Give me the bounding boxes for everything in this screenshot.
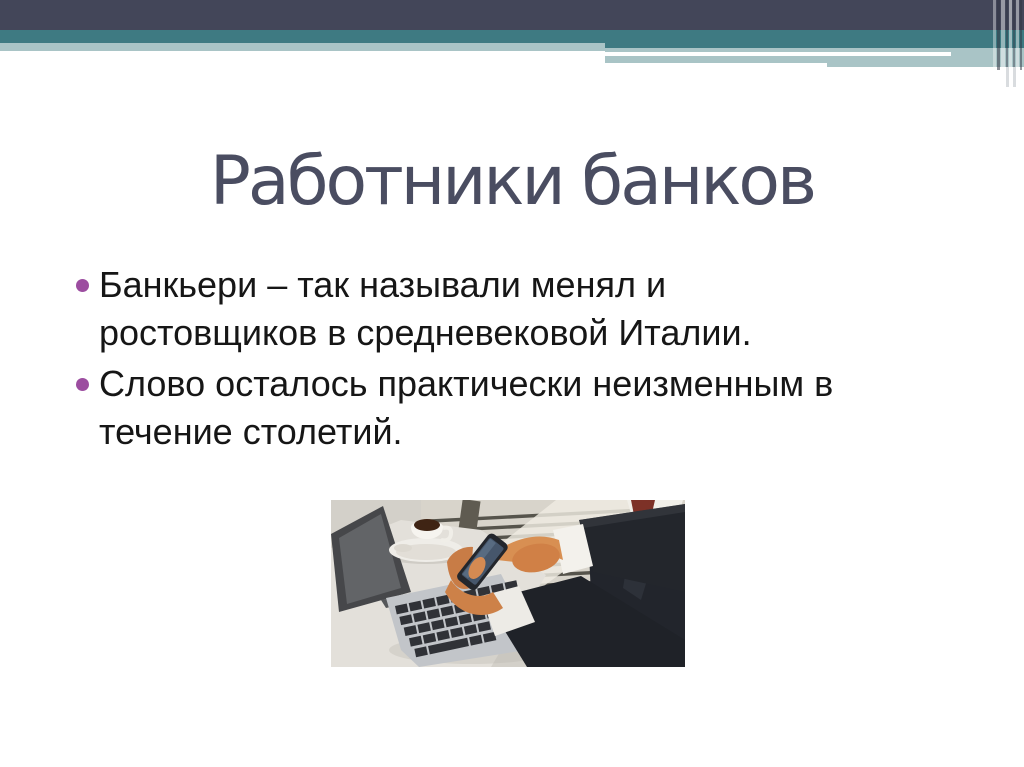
bullet-item — [72, 360, 962, 456]
edge-stripe — [993, 0, 996, 67]
edge-stripe — [1001, 0, 1005, 67]
bullet-dot-icon — [76, 279, 89, 292]
bullet-dot-icon — [76, 378, 89, 391]
edge-stripe — [1009, 0, 1012, 67]
bullet-text-line: ростовщиков в средневековой Италии. — [99, 312, 752, 353]
bullet-text-line: Слово осталось практически неизменным в — [99, 363, 834, 404]
header-white-line — [605, 52, 951, 56]
header-step-white — [605, 63, 827, 67]
slide-photo — [331, 500, 685, 667]
edge-stripe — [1013, 67, 1016, 87]
edge-stripe — [1013, 0, 1015, 67]
header-bar-teal — [0, 30, 1024, 43]
bullet-list — [72, 261, 962, 459]
edge-stripe — [1006, 67, 1009, 87]
photo-illustration — [331, 500, 685, 667]
edge-stripe — [1020, 0, 1022, 70]
header-bar-dark — [0, 0, 1024, 30]
bullet-text-line: течение столетий. — [99, 411, 403, 452]
bullet-text-line: Банкьери – так называли менял и — [99, 264, 667, 305]
slide-title: Работники банков — [209, 142, 815, 221]
bullet-item — [72, 261, 962, 357]
edge-stripe — [1006, 0, 1008, 67]
edge-stripe — [997, 0, 1000, 70]
header-strip-light-left — [0, 43, 605, 51]
edge-stripe — [1016, 0, 1019, 67]
